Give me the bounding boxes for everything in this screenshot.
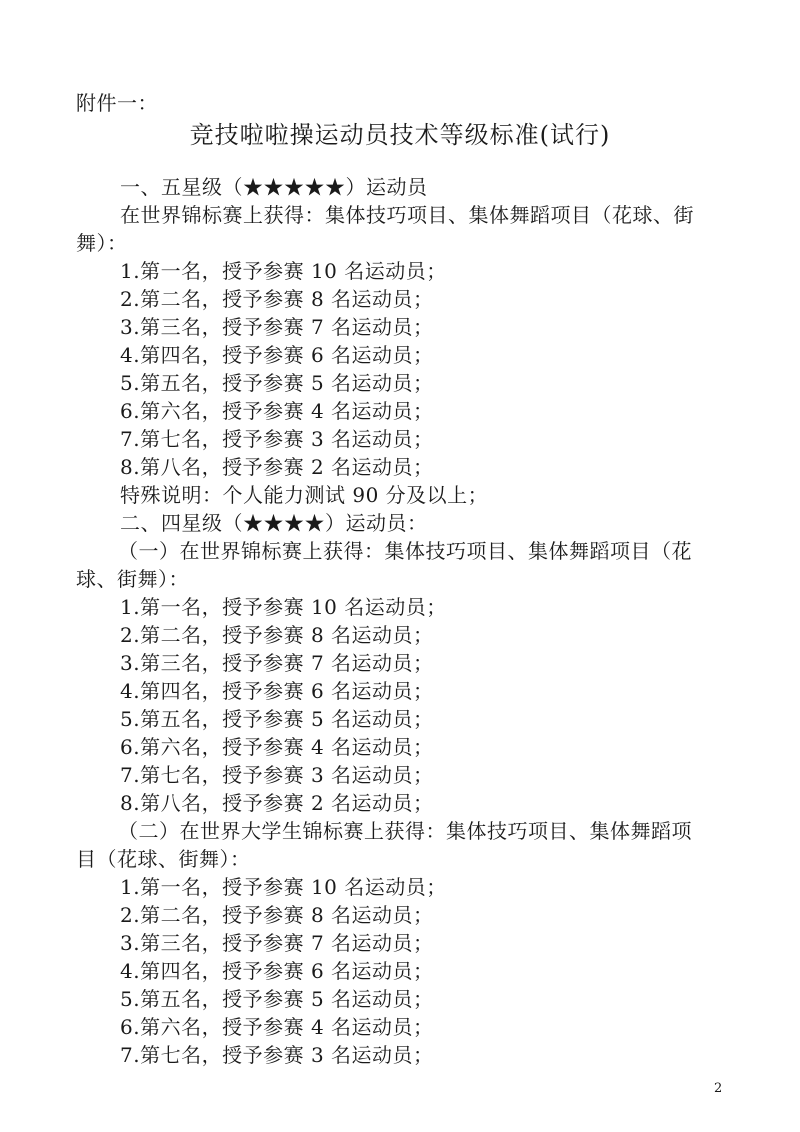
list-item: 3.第三名，授予参赛 7 名运动员；: [120, 651, 434, 675]
list-item: 4.第四名，授予参赛 6 名运动员；: [120, 959, 434, 983]
list-item: 5.第五名，授予参赛 5 名运动员；: [120, 707, 434, 731]
list-item: 1.第一名，授予参赛 10 名运动员；: [120, 259, 447, 283]
list-item: 1.第一名，授予参赛 10 名运动员；: [120, 595, 447, 619]
four-star-sub1-intro-line-2: 球、街舞）：: [76, 567, 189, 591]
list-item: 3.第三名，授予参赛 7 名运动员；: [120, 931, 434, 955]
five-star-intro-line-1: 在世界锦标赛上获得：集体技巧项目、集体舞蹈项目（花球、街: [120, 203, 694, 227]
list-item: 7.第七名，授予参赛 3 名运动员；: [120, 1043, 434, 1067]
list-item: 6.第六名，授予参赛 4 名运动员；: [120, 735, 434, 759]
section-heading-five-star: 一、五星级（★★★★★）运动员: [120, 175, 428, 199]
attachment-label: 附件一：: [76, 91, 158, 115]
list-item: 7.第七名，授予参赛 3 名运动员；: [120, 427, 434, 451]
list-item: 8.第八名，授予参赛 2 名运动员；: [120, 791, 434, 815]
list-item: 5.第五名，授予参赛 5 名运动员；: [120, 371, 434, 395]
list-item: 3.第三名，授予参赛 7 名运动员；: [120, 315, 434, 339]
list-item: 5.第五名，授予参赛 5 名运动员；: [120, 987, 434, 1011]
page-title: 竞技啦啦操运动员技术等级标准(试行): [189, 121, 611, 149]
page-number: 2: [714, 1081, 723, 1096]
list-item: 4.第四名，授予参赛 6 名运动员；: [120, 679, 434, 703]
list-item: 2.第二名，授予参赛 8 名运动员；: [120, 903, 434, 927]
four-star-sub2-intro-line-1: （二）在世界大学生锦标赛上获得：集体技巧项目、集体舞蹈项: [118, 819, 692, 843]
list-item: 2.第二名，授予参赛 8 名运动员；: [120, 623, 434, 647]
list-item: 4.第四名，授予参赛 6 名运动员；: [120, 343, 434, 367]
list-item: 7.第七名，授予参赛 3 名运动员；: [120, 763, 434, 787]
list-item: 2.第二名，授予参赛 8 名运动员；: [120, 287, 434, 311]
five-star-intro-line-2: 舞）：: [76, 231, 128, 255]
list-item: 6.第六名，授予参赛 4 名运动员；: [120, 399, 434, 423]
list-item: 6.第六名，授予参赛 4 名运动员；: [120, 1015, 434, 1039]
four-star-sub1-intro-line-1: （一）在世界锦标赛上获得：集体技巧项目、集体舞蹈项目（花: [118, 539, 692, 563]
list-item: 8.第八名，授予参赛 2 名运动员；: [120, 455, 434, 479]
four-star-sub2-intro-line-2: 目（花球、街舞）：: [76, 847, 251, 871]
section-heading-four-star: 二、四星级（★★★★）运动员：: [120, 511, 428, 535]
special-note: 特殊说明：个人能力测试 90 分及以上；: [120, 483, 489, 507]
list-item: 1.第一名，授予参赛 10 名运动员；: [120, 875, 447, 899]
